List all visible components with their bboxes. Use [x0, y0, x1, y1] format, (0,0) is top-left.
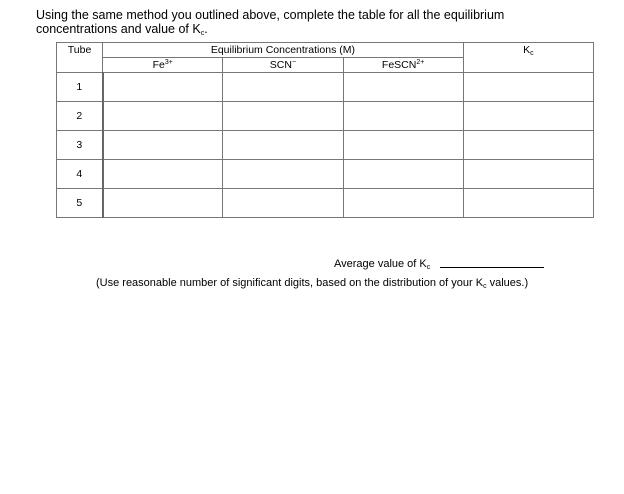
kc-cell[interactable]	[463, 73, 593, 102]
scn-cell[interactable]	[223, 160, 343, 189]
fescn-header-base: FeSCN	[381, 59, 417, 71]
scn-header	[223, 58, 343, 73]
kc-header	[463, 43, 593, 73]
fescn-header	[343, 58, 463, 73]
fe3-cell[interactable]	[103, 102, 223, 131]
table-row	[57, 160, 594, 189]
scn-cell[interactable]	[223, 73, 343, 102]
fescn-header-charge: 2+	[416, 59, 425, 66]
fe3-header-base: Fe	[152, 59, 165, 71]
tube-number: 2	[57, 102, 103, 131]
kc-cell[interactable]	[463, 160, 593, 189]
kc-cell[interactable]	[463, 102, 593, 131]
instructions-line-2	[36, 22, 596, 36]
kc-cell[interactable]	[463, 131, 593, 160]
fe3-cell[interactable]	[103, 189, 223, 218]
equilibrium-table	[56, 42, 594, 218]
note-kc-subscript: c	[483, 283, 487, 290]
scn-header-base: SCN	[269, 59, 292, 71]
fe3-cell[interactable]	[103, 131, 223, 160]
kc-header-subscript: c	[530, 50, 534, 57]
average-kc-line	[334, 257, 544, 270]
note-text: (Use reasonable number of significant digits, based on the distribution of your K	[96, 277, 484, 289]
kc-header-base: K	[523, 44, 531, 56]
fescn-cell[interactable]	[343, 160, 463, 189]
instructions-line-2-period: .	[204, 22, 208, 36]
average-kc-subscript: c	[426, 264, 431, 271]
fe3-header	[103, 58, 223, 73]
instructions-line-2-text: concentrations and value of K	[36, 22, 201, 36]
fescn-cell[interactable]	[343, 131, 463, 160]
table-row	[57, 131, 594, 160]
fescn-cell[interactable]	[343, 102, 463, 131]
note-text-end: values.)	[486, 277, 529, 289]
kc-cell[interactable]	[463, 189, 593, 218]
scn-cell[interactable]	[223, 102, 343, 131]
tube-header: Tube	[57, 43, 103, 73]
scn-cell[interactable]	[223, 131, 343, 160]
fescn-cell[interactable]	[343, 73, 463, 102]
fe3-cell[interactable]	[103, 160, 223, 189]
table-row	[57, 189, 594, 218]
equilibrium-concentrations-header: Equilibrium Concentrations (M)	[103, 43, 464, 58]
table-row	[57, 73, 594, 102]
average-kc-answer-blank[interactable]	[440, 257, 544, 268]
scn-cell[interactable]	[223, 189, 343, 218]
fe3-header-charge: 3+	[164, 59, 173, 66]
instructions-line-1: Using the same method you outlined above, complete the table for all the equilibrium	[36, 8, 505, 22]
tube-number: 5	[57, 189, 103, 218]
tube-number: 1	[57, 73, 103, 102]
table-row	[57, 102, 594, 131]
instructions-kc-subscript: c	[200, 30, 205, 37]
fe3-cell[interactable]	[103, 73, 223, 102]
average-kc-label: Average value of K	[334, 258, 427, 270]
tube-number: 4	[57, 160, 103, 189]
instructions	[36, 8, 596, 36]
significant-digits-note	[96, 277, 528, 289]
tube-number: 3	[57, 131, 103, 160]
fescn-cell[interactable]	[343, 189, 463, 218]
scn-header-charge: −	[291, 59, 297, 66]
